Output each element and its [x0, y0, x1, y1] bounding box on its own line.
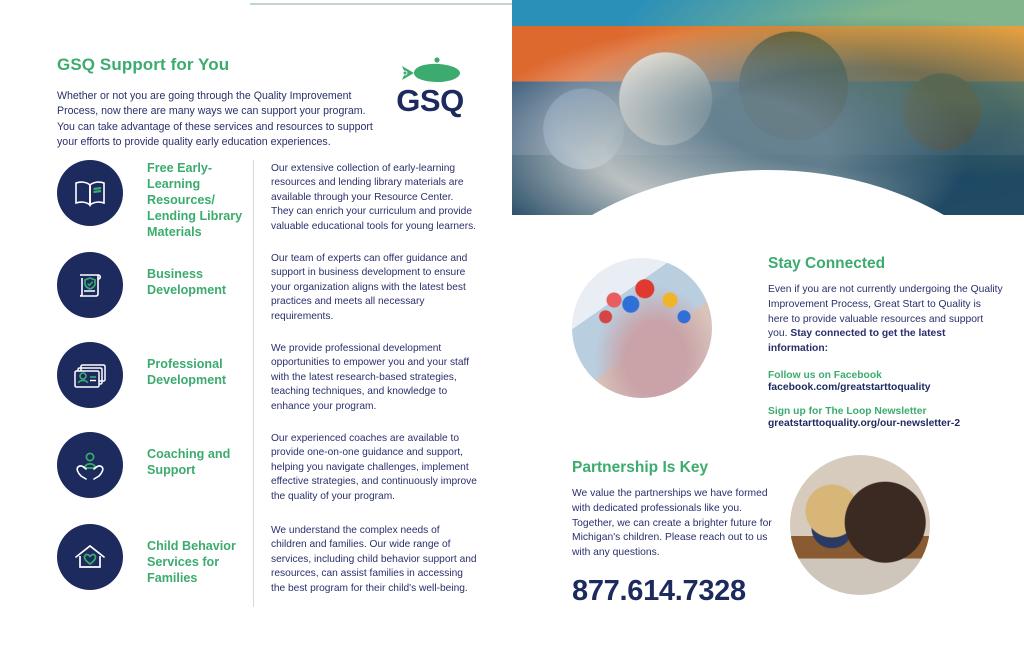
- feature-row-professional: [57, 342, 477, 432]
- feature-row-resources: [57, 160, 477, 252]
- social-media-photo: [572, 258, 712, 398]
- logo-wordmark: GSQ: [396, 83, 464, 118]
- newsletter-link-group[interactable]: [768, 406, 1003, 429]
- feature-row-child-behavior: [57, 524, 477, 612]
- feature-title: Professional Development: [147, 357, 227, 388]
- feature-body: Our team of experts can offer guidance and support in business development to ensure your organization aligns with the latest best practices and meets all necessary requirements.: [271, 253, 468, 322]
- partnership-title: Partnership Is Key: [572, 459, 709, 476]
- feature-title: Free Early-Learning Resources/ Lending Library Materials: [147, 161, 243, 240]
- house-heart-icon: [57, 524, 123, 590]
- feature-row-coaching: [57, 432, 477, 524]
- newsletter-link-label[interactable]: Sign up for The Loop Newsletter: [768, 406, 927, 418]
- stay-connected-body: [768, 283, 1003, 357]
- id-cards-icon: [57, 342, 123, 408]
- feature-body: We understand the complex needs of children and families. Our wide range of services, including child behavior support and resources, can assist families in accessing the best program for their child's well-being.: [271, 525, 477, 594]
- stay-connected-title: Stay Connected: [768, 255, 886, 272]
- facebook-link-group[interactable]: [768, 370, 1003, 393]
- page-title: GSQ Support for You: [57, 55, 230, 74]
- feature-body: We provide professional development opportunities to empower you and your staff with the latest research-based strategies, teaching techniques, and knowledge to enhance your program.: [271, 343, 470, 412]
- top-divider-rule: [250, 3, 525, 5]
- partnership-section: [572, 459, 772, 608]
- stay-connected-section: [768, 255, 1003, 429]
- partnership-photo: [790, 455, 930, 595]
- newsletter-link-url[interactable]: greatstarttoquality.org/our-newsletter-2: [768, 418, 961, 430]
- partnership-body: We value the partnerships we have formed with dedicated professionals like you. Together, we can create a brighter future for Michigan's children. Please reach out to us with any questions.: [572, 488, 772, 559]
- hero-photo: [512, 0, 1024, 215]
- hands-holding-person-icon: [57, 432, 123, 498]
- open-book-icon: [57, 160, 123, 226]
- feature-row-business: [57, 252, 477, 342]
- facebook-link-label[interactable]: Follow us on Facebook: [768, 370, 882, 382]
- feature-list: [57, 160, 477, 612]
- scroll-shield-check-icon: [57, 252, 123, 318]
- phone-number[interactable]: 877.614.7328: [572, 575, 746, 608]
- intro-paragraph: Whether or not you are going through the Quality Improvement Process, now there are many ways we can support your program. You can take advantage of these services and resources to support your efforts to provide quality early education experiences.: [57, 90, 373, 149]
- stay-connected-body-bold: Stay connected to get the latest information:: [768, 328, 946, 355]
- feature-body: Our experienced coaches are available to provide one-on-one guidance and support, helping you navigate challenges, implement effective strategies, and continuously improve the quality of your program.: [271, 433, 477, 502]
- feature-title: Business Development: [147, 267, 227, 298]
- feature-title: Coaching and Support: [147, 447, 231, 478]
- facebook-link-url[interactable]: facebook.com/greatstarttoquality: [768, 382, 931, 394]
- stay-connected-body-regular: Even if you are not currently undergoing the Quality Improvement Process, Great Start to Quality is here to provide valuable resources and support you.: [768, 284, 1003, 340]
- gsq-logo: [382, 57, 478, 123]
- feature-body: Our extensive collection of early-learning resources and lending library materials are available through your Resource Center. They can enrich your curriculum and provide valuable educational tools for young learners.: [271, 163, 477, 232]
- feature-title: Child Behavior Services for Families: [147, 539, 236, 586]
